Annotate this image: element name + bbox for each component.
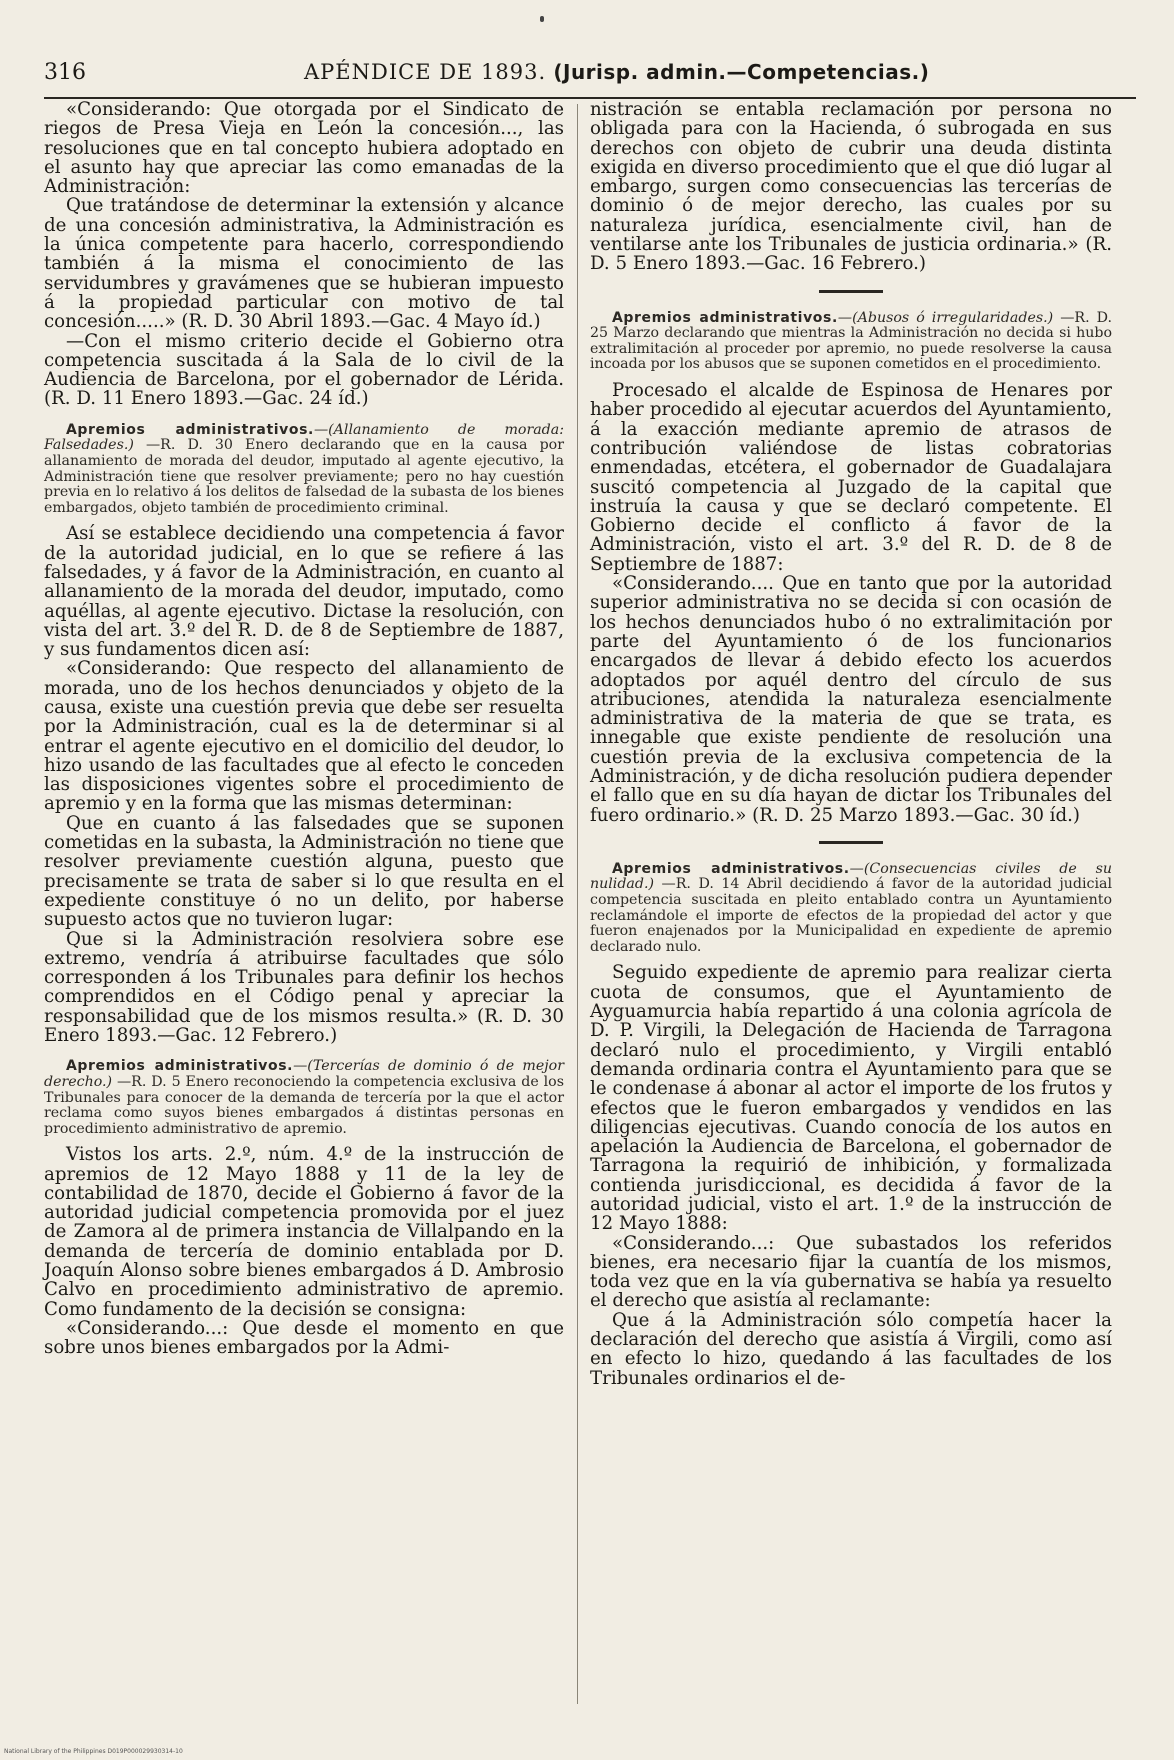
- paragraph: «Considerando...: Que desde el momento en que sobre unos bienes embargados por la Admi-: [44, 1317, 564, 1359]
- paragraph: «Considerando: Que otorgada por el Sindicato de riegos de Presa Vieja en León la concesión..., las resoluciones que en tal concepto hubiera adoptado en el asunto hay que apreciar las como emanadas de la Administración:: [44, 99, 564, 198]
- paragraph: Procesado el alcalde de Espinosa de Henares por haber procedido al ejecutar acuerdos del Ayuntamiento, á la exacción mediante apremio de atrasos de contribución valiéndose de listas cobratorias enmendadas, etcétera, el gobernador de Guadalajara suscitó competencia al Juzgado de la capital que instruía la causa y que se declaró competente. El Gobierno decide el conflicto á favor de la Administración, visto el art. 3.º del R. D. de 8 de Septiembre de 1887:: [590, 380, 1112, 575]
- paragraph: Así se establece decidiendo una competencia á favor de la autoridad judicial, en lo que se refiere á las falsedades, y á favor de la Administración, en cuanto al allanamiento de la morada del deudor, imputado, como aquéllas, al agente ejecutivo. Dictase la resolución, con vista del art. 3.º del R. D. de 8 de Septiembre de 1887, y sus fundamentos dicen así:: [44, 523, 564, 661]
- right-column: [590, 100, 1112, 1388]
- section-summary: [590, 311, 1112, 373]
- paragraph: Que si la Administración resolviera sobre ese extremo, vendría á atribuirse facultades que sólo corresponden á los Tribunales para definir los hechos comprendidos en el Código penal y apreciar la responsabilidad que de los mismos resulta.» (R. D. 30 Enero 1893.—Gac. 12 Febrero.): [44, 928, 564, 1047]
- section-summary-text: —R. D. 25 Marzo declarando que mientras la Administración no decida si hubo extralimitación al proceder por apremio, no puede resolverse la causa incoada por los abusos que se suponen cometidos en el procedimiento.: [590, 309, 1112, 373]
- section-heading: Apremios administrativos.: [66, 1058, 294, 1075]
- paragraph: nistración se entabla reclamación por persona no obligada para con la Hacienda, ó subrogada en sus derechos con objeto de cubrir una deuda distinta exigida en diverso procedimiento que el que dió lugar al embargo, surgen como consecuencias las tercerías de dominio ó de mejor derecho, las cuales por su naturaleza jurídica, esencialmente civil, han de ventilarse ante los Tribunales de justicia ordinaria.» (R. D. 5 Enero 1893.—Gac. 16 Febrero.): [590, 99, 1112, 275]
- section-subheading: —(Abusos ó irregularidades.): [837, 309, 1054, 326]
- section-heading: Apremios administrativos.: [66, 421, 314, 438]
- paragraph: «Considerando.... Que en tanto que por la autoridad superior administrativa no se decida si con ocasión de los hechos denunciados hubo ó no extralimitación por parte del Ayuntamiento ó de los funcionarios encargados de llevar á debido efecto los acuerdos adoptados por aquél dentro del círculo de sus atribuciones, atendida la naturaleza esencialmente administrativa de la materia de que se trata, es innegable que existe pendiente de resolución una cuestión previa de la exclusiva competencia de la Administración, y de dicha resolución pudiera depender el fallo que en su día hayan de dictar los Tribunales del fuero ordinario.» (R. D. 25 Marzo 1893.—Gac. 30 íd.): [590, 573, 1112, 826]
- page-header: [44, 50, 1134, 94]
- section-subheading: —(Allanamiento de morada: Falsedades.): [44, 421, 565, 454]
- ink-speck: [540, 16, 544, 22]
- paragraph: Que tratándose de determinar la extensión y alcance de una concesión administrativa, la Administración es la única competente para hacerlo, correspondiendo también á la misma el conocimiento de las servidumbres y gravámenes que se hubieran impuesto á la propiedad particular con motivo de tal concesión.....» (R. D. 30 Abril 1893.—Gac. 4 Mayo íd.): [44, 195, 564, 333]
- scan-credit: National Library of the Philippines D019P000029930314-10: [4, 1748, 183, 1755]
- section-summary-text: —R. D. 14 Abril decidiendo á favor de la autoridad judicial competencia suscitada en pleito entablado contra un Ayuntamiento reclamándole el importe de efectos de la propiedad del actor y que fueron enajenados por la Municipalidad en expediente de apremio declarado nulo.: [590, 876, 1112, 955]
- paragraph: —Con el mismo criterio decide el Gobierno otra competencia suscitada á la Sala de lo civil de la Audiencia de Barcelona, por el gobernador de Lérida. (R. D. 11 Enero 1893.—Gac. 24 íd.): [44, 330, 564, 410]
- section-summary-text: —R. D. 30 Enero declarando que en la causa por allanamiento de morada del deudor, imputado al agente ejecutivo, la Administración tiene que resolver previamente; pero no hay cuestión previa en lo relativo á los delitos de falsedad de la subasta de los bienes embargados, objeto también de procedimiento criminal.: [44, 437, 564, 516]
- section-summary: [44, 423, 564, 517]
- running-title-prefix: APÉNDICE DE 1893.: [304, 60, 547, 84]
- section-summary: [590, 862, 1112, 956]
- section-subheading: —(Tercerías de dominio ó de mejor derecho.): [44, 1058, 564, 1090]
- running-title-main: (Jurisp. admin.—Competencias.): [553, 60, 930, 84]
- section-separator: [819, 290, 883, 293]
- column-divider: [577, 104, 578, 1704]
- section-heading: Apremios administrativos.: [612, 309, 838, 326]
- section-summary-text: —R. D. 5 Enero reconociendo la competencia exclusiva de los Tribunales para conocer de la demanda de tercería por la que el actor reclama como suyos bienes embargados á distintas personas en procedimiento administrativo de apremio.: [44, 1073, 564, 1137]
- paragraph: «Considerando...: Que subastados los referidos bienes, era necesario fijar la cuantía de los mismos, toda vez que en la vía gubernativa se había ya resuelto el derecho que asistía al reclamante:: [590, 1232, 1112, 1312]
- page-number: 316: [44, 60, 86, 85]
- paragraph: Que á la Administración sólo competía hacer la declaración del derecho que asistía á Virgili, como así en efecto lo hizo, quedando á las facultades de los Tribunales ordinarios el de-: [590, 1309, 1112, 1389]
- paragraph: Que en cuanto á las falsedades que se suponen cometidas en la subasta, la Administración no tiene que resolver previamente cuestión alguna, puesto que precisamente se trata de saber si lo que resulta en el expediente constituye ó no un delito, por haberse supuesto actos que no tuvieron lugar:: [44, 812, 564, 931]
- section-summary: [44, 1059, 564, 1137]
- paragraph: Seguido expediente de apremio para realizar cierta cuota de consumos, que el Ayuntamiento de Ayguamurcia había repartido á una colonia agrícola de D. P. Virgili, la Delegación de Hacienda de Tarragona declaró nulo el procedimiento, y Virgili entabló demanda ordinaria contra el Ayuntamiento para que se le condenase á abonar al actor el importe de los frutos y efectos que le fueron embargados y vendidos en las diligencias ejecutivas. Cuando conocía de los autos en apelación la Audiencia de Barcelona, el gobernador de Tarragona la requirió de inhibición, y formalizada contienda jurisdiccional, es decidida á favor de la autoridad judicial, visto el art. 1.º de la instrucción de 12 Mayo 1888:: [590, 962, 1112, 1235]
- left-column: [44, 100, 564, 1358]
- section-subheading: —(Consecuencias civiles de su nulidad.): [590, 860, 1112, 893]
- section-separator: [819, 841, 883, 844]
- section-heading: Apremios administrativos.: [612, 860, 850, 877]
- running-title: [304, 60, 929, 84]
- paragraph: «Considerando: Que respecto del allanamiento de morada, uno de los hechos denunciados y objeto de la causa, existe una cuestión previa que debe ser resuelta por la Administración, cual es la de determinar si al entrar el agente ejecutivo en el domicilio del deudor, lo hizo usando de las facultades que al efecto le conceden las disposiciones vigentes sobre el procedimiento de apremio y en la forma que las mismas determinan:: [44, 658, 564, 815]
- paragraph: Vistos los arts. 2.º, núm. 4.º de la instrucción de apremios de 12 Mayo 1888 y 11 de la ley de contabilidad de 1870, decide el Gobierno á favor de la autoridad judicial competencia promovida por el juez de Zamora al de primera instancia de Villalpando en la demanda de tercería de dominio entablada por D. Joaquín Alonso sobre bienes embargados á D. Ambrosio Calvo en procedimiento administrativo de apremio. Como fundamento de la decisión se consigna:: [44, 1144, 564, 1320]
